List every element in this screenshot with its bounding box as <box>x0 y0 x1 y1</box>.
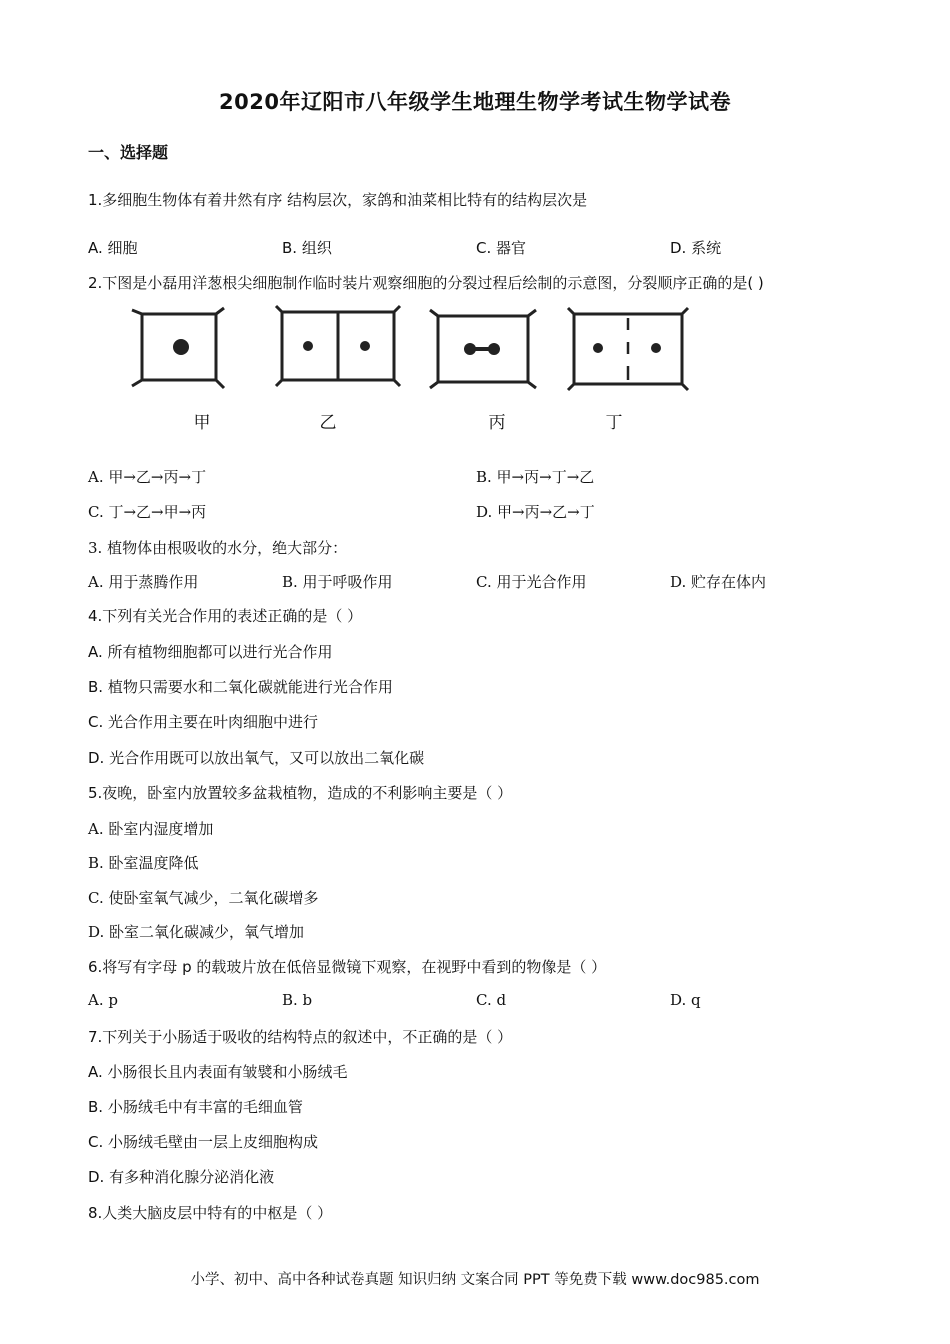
question-6-option-d: D. q <box>670 991 701 1009</box>
question-2-option-a: A. 甲→乙→丙→丁 <box>88 468 207 486</box>
question-3-option-c: C. 用于光合作用 <box>476 573 587 591</box>
question-1-option-c: C. 器官 <box>476 239 527 257</box>
question-1-stem: 1.多细胞生物体有着井然有序 结构层次，家鸽和油菜相比特有的结构层次是 <box>88 191 588 209</box>
question-2-option-d: D. 甲→丙→乙→丁 <box>476 503 595 521</box>
cell-yi <box>276 306 400 386</box>
question-7-stem: 7.下列关于小肠适于吸收的结构特点的叙述中，不正确的是（ ） <box>88 1028 513 1046</box>
question-5-stem: 5.夜晚，卧室内放置较多盆栽植物，造成的不利影响主要是（ ） <box>88 784 513 802</box>
nucleus-bing-right <box>488 343 500 355</box>
cell-ding <box>568 308 688 390</box>
question-8-stem: 8.人类大脑皮层中特有的中枢是（ ） <box>88 1204 333 1222</box>
nucleus-yi-right <box>360 341 370 351</box>
question-6-option-a: A. p <box>88 991 118 1009</box>
page-title: 2020年辽阳市八年级学生地理生物学考试生物学试卷 <box>219 90 731 114</box>
figure-label-ding: 丁 <box>605 413 623 433</box>
question-3-option-d: D. 贮存在体内 <box>670 573 767 591</box>
question-4-option-c: C. 光合作用主要在叶肉细胞中进行 <box>88 713 319 731</box>
figure-label-jia: 甲 <box>193 413 211 433</box>
question-1-option-d: D. 系统 <box>670 239 722 257</box>
question-3-option-b: B. 用于呼吸作用 <box>282 573 393 591</box>
question-7-option-a: A. 小肠很长且内表面有皱襞和小肠绒毛 <box>88 1063 348 1081</box>
question-2-option-b: B. 甲→丙→丁→乙 <box>476 468 595 486</box>
question-1-option-a: A. 细胞 <box>88 239 138 257</box>
question-2-option-c: C. 丁→乙→甲→丙 <box>88 503 207 521</box>
question-3-stem: 3. 植物体由根吸收的水分，绝大部分： <box>88 539 348 557</box>
question-5-option-d: D. 卧室二氧化碳减少，氧气增加 <box>88 923 305 941</box>
figure-label-bing: 丙 <box>488 413 506 433</box>
nucleus-jia <box>173 339 189 355</box>
question-4-stem: 4.下列有关光合作用的表述正确的是（ ） <box>88 607 363 625</box>
question-4-option-a: A. 所有植物细胞都可以进行光合作用 <box>88 643 333 661</box>
question-6-option-b: B. b <box>282 991 313 1009</box>
question-3-option-a: A. 用于蒸腾作用 <box>88 573 199 591</box>
question-7-option-d: D. 有多种消化腺分泌消化液 <box>88 1168 275 1186</box>
nucleus-ding-left <box>593 343 603 353</box>
question-6-stem: 6.将写有字母 p 的载玻片放在低倍显微镜下观察，在视野中看到的物像是（ ） <box>88 958 607 976</box>
question-7-option-b: B. 小肠绒毛中有丰富的毛细血管 <box>88 1098 303 1116</box>
question-2-stem: 2.下图是小磊用洋葱根尖细胞制作临时装片观察细胞的分裂过程后绘制的示意图，分裂顺序正确的是( ) <box>88 274 764 292</box>
nucleus-yi-left <box>303 341 313 351</box>
question-4-option-b: B. 植物只需要水和二氧化碳就能进行光合作用 <box>88 678 393 696</box>
question-5-option-b: B. 卧室温度降低 <box>88 854 199 872</box>
question-6-option-c: C. d <box>476 991 507 1009</box>
question-4-option-d: D. 光合作用既可以放出氧气，又可以放出二氧化碳 <box>88 749 425 767</box>
nucleus-ding-right <box>651 343 661 353</box>
figure-label-yi: 乙 <box>319 413 337 433</box>
question-5-option-c: C. 使卧室氧气减少，二氧化碳增多 <box>88 889 319 907</box>
section-heading: 一、选择题 <box>88 143 169 162</box>
question-7-option-c: C. 小肠绒毛壁由一层上皮细胞构成 <box>88 1133 319 1151</box>
question-1-option-b: B. 组织 <box>282 239 332 257</box>
question-5-option-a: A. 卧室内湿度增加 <box>88 820 214 838</box>
cell-division-figure <box>128 302 698 397</box>
page-footer: 小学、初中、高中各种试卷真题 知识归纳 文案合同 PPT 等免费下载 www.doc985.com <box>190 1272 760 1288</box>
